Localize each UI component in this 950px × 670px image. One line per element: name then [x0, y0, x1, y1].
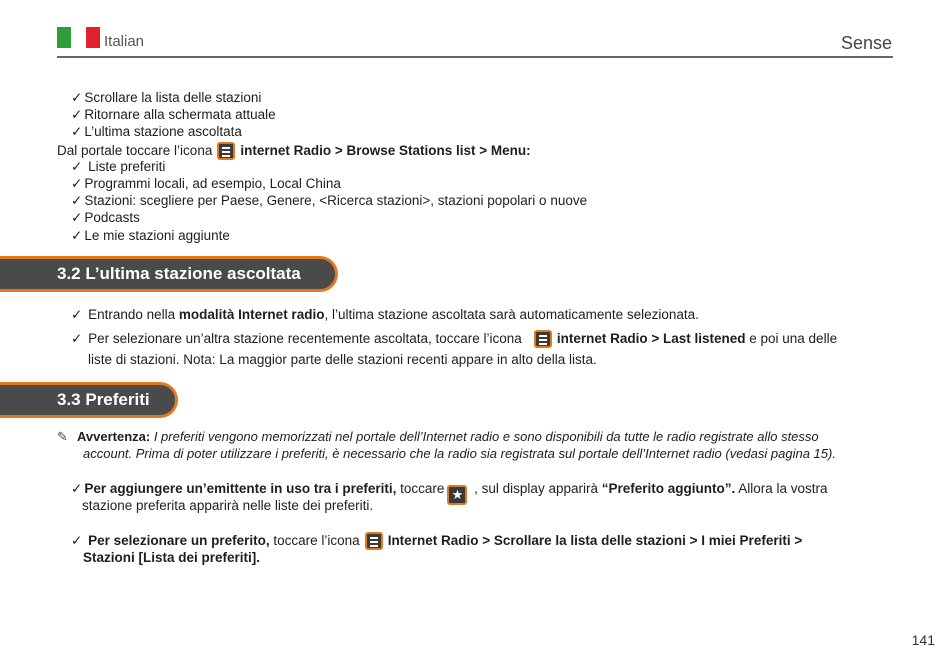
list-item: ✓ Ritornare alla schermata attuale — [71, 107, 276, 122]
paragraph-continuation: stazione preferita apparirà nelle liste dei preferiti. — [82, 498, 374, 513]
paragraph-continuation: Stazioni [Lista dei preferiti]. — [83, 550, 261, 565]
warning-continuation: account. Prima di poter utilizzare i preferiti, è necessario che la radio sia registrata sul portale dell’Internet radio (vedasi pagina 15). — [83, 446, 836, 461]
paragraph: ✓ Per aggiungere un’emittente in uso tra i preferiti, toccare ★ , sul display apparirà “Preferito aggiunto”. Allora la vostra — [71, 481, 828, 505]
paragraph: ✓ Entrando nella modalità Internet radio, l’ultima stazione ascoltata sarà automaticamente selezionata. — [71, 307, 699, 322]
header-divider — [57, 56, 893, 58]
paragraph: ✓ Per selezionare un preferito, toccare l’icona Internet Radio > Scrollare la lista delle stazioni > I miei Preferiti > — [71, 533, 803, 548]
star-icon: ★ — [447, 485, 467, 505]
list-item: ✓ Stazioni: scegliere per Paese, Genere, <Ricerca stazioni>, stazioni popolari o nuove — [71, 193, 588, 208]
paragraph-continuation: liste di stazioni. Nota: La maggior parte delle stazioni recenti appare in alto della lista. — [88, 352, 597, 367]
warning-note: ✎ Avvertenza: I preferiti vengono memorizzati nel portale dell’Internet radio e sono disponibili da tutte le radio registrate allo stesso — [57, 429, 819, 444]
list-item: ✓ L’ultima stazione ascoltata — [71, 124, 242, 139]
pencil-icon: ✎ — [57, 429, 68, 444]
list-item: ✓ Programmi locali, ad esempio, Local China — [71, 176, 341, 191]
portal-instruction: Dal portale toccare l’icona internet Radio > Browse Stations list > Menu: — [57, 143, 531, 158]
section-heading-3-2: 3.2 L’ultima stazione ascoltata — [0, 256, 338, 292]
page-number: 141 — [911, 632, 935, 648]
list-item: ✓ Liste preferiti — [71, 159, 166, 174]
paragraph: ✓ Per selezionare un’altra stazione recentemente ascoltata, toccare l’icona internet Radio > Last listened e poi una delle — [71, 331, 838, 346]
language-label: Italian — [104, 33, 145, 50]
menu-icon — [365, 532, 383, 550]
list-item: ✓ Scrollare la lista delle stazioni — [71, 90, 262, 105]
list-item: ✓ Podcasts — [71, 210, 140, 225]
menu-icon — [534, 330, 552, 348]
section-heading-3-3: 3.3 Preferiti — [0, 382, 178, 418]
brand-name: Sense — [840, 33, 892, 53]
menu-icon — [217, 142, 235, 160]
italian-flag — [57, 27, 100, 48]
list-item: ✓ Le mie stazioni aggiunte — [71, 228, 230, 243]
